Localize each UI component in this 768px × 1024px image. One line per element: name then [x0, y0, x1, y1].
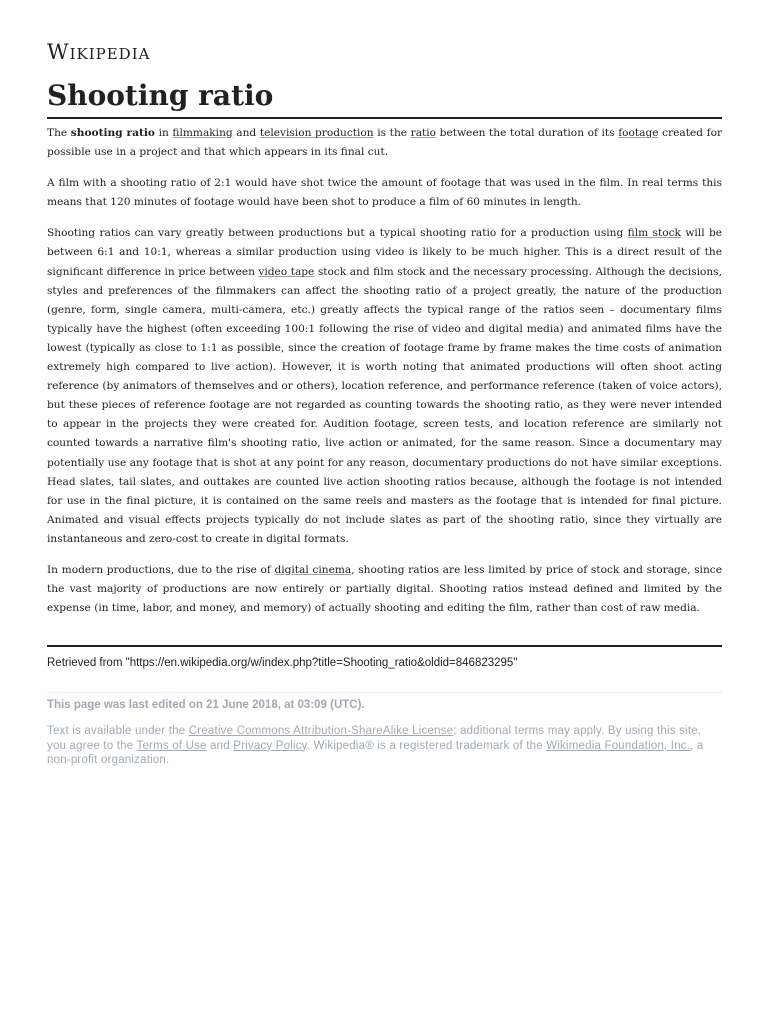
paragraph-2: A film with a shooting ratio of 2:1 would have shot twice the amount of footage that was used in the film. In real terms this means that 120 minutes of footage would have been shot to produce a film of 60 minutes in length. — [47, 177, 722, 209]
text: will be between 6:1 and 10:1, whereas a similar production using video is likely to be much higher. This is a direct result of the significant difference in price between — [47, 227, 723, 278]
footer-divider — [47, 692, 722, 693]
text: Text is available under the — [47, 725, 189, 737]
wikipedia-wordmark[interactable]: Wikipedia — [47, 40, 151, 64]
link-digital-cinema[interactable]: digital cinema — [274, 563, 352, 576]
text: and — [232, 127, 260, 139]
text: Retrieved from " — [47, 657, 130, 669]
text: between the total duration of its — [436, 127, 619, 139]
text: is the — [373, 127, 411, 139]
retrieved-from — [47, 645, 722, 669]
text: " — [513, 657, 518, 669]
page-title: Shooting ratio — [47, 76, 722, 119]
text: ; additional terms may apply. By using this site, you agree to the — [47, 725, 702, 752]
link-filmmaking[interactable]: filmmaking — [172, 127, 233, 139]
paragraph-1 — [47, 124, 722, 162]
text: in — [154, 127, 173, 139]
link-television-production[interactable]: television production — [259, 127, 374, 139]
paragraph-4 — [47, 561, 722, 618]
link-cc-license[interactable]: Creative Commons Attribution-ShareAlike License — [188, 725, 454, 737]
article-body — [47, 124, 722, 630]
text: , a non-profit organization. — [47, 739, 704, 766]
text: Shooting ratios can vary greatly between productions but a typical shooting ratio for a production using — [47, 227, 628, 240]
paragraph-3 — [47, 224, 722, 549]
text: created for possible use in a project and that which appears in its final cut. — [47, 127, 723, 159]
link-video-tape[interactable]: video tape — [258, 265, 315, 278]
bold-term: shooting ratio — [70, 127, 155, 139]
text: In modern productions, due to the rise of — [47, 563, 275, 576]
link-terms-of-use[interactable]: Terms of Use — [136, 739, 207, 752]
retrieved-url-link[interactable]: https://en.wikipedia.org/w/index.php?title=Shooting_ratio&oldid=846823295 — [129, 657, 514, 669]
text: . Wikipedia® is a registered trademark of the — [306, 739, 547, 752]
link-privacy-policy[interactable]: Privacy Policy — [233, 739, 307, 752]
link-wikimedia-foundation[interactable]: Wikimedia Foundation, Inc. — [546, 739, 691, 752]
last-edited-notice: This page was last edited on 21 June 2018, at 03:09 (UTC). — [47, 699, 365, 711]
text: and — [206, 739, 234, 752]
text: stock and film stock and the necessary processing. Although the decisions, styles and preferences of the filmmakers can affect the shooting ratio of a project greatly, the nature of the production (genre, form, single camera, multi-camera, etc.) greatly affects the typical range of the ratios seen – documentary films typically have the highest (often exceeding 100:1 following the rise of video and digital media) and animated films have the lowest (typically as close to 1:1 as possible, since the creation of footage frame by frame makes the time costs of animation extremely high compared to live action). However, it is worth noting that animated productions will often shoot acting reference (by animators of themselves and or others), location reference, and performance reference (taken of voice actors), but these pieces of reference footage are not regarded as counting towards the shooting ratio, as they were never intended to appear in the projects they were created for. Audition footage, screen tests, and location reference are similarly not counted towards a narrative film's shooting ratio, live action or animated, for the same reason. Since a documentary may potentially use any footage that is shot at any point for any reason, documentary productions do not have similar exceptions. Head slates, tail slates, and outtakes are counted live action shooting ratios because, although the footage is not intended for use in the final picture, it is contained on the same reels and masters as the footage that is intended for final picture. Animated and visual effects projects typically do not include slates as part of the shooting ratio, since they virtually are instantaneous and zero-cost to create in digital formats. — [47, 265, 722, 545]
text: , shooting ratios are less limited by price of stock and storage, since the vast majority of productions are now entirely or partially digital. Shooting ratios instead defined and limited by the expense (in time, labor, and money, and memory) of actually shooting and editing the film, rather than cost of raw media. — [47, 563, 722, 615]
link-ratio[interactable]: ratio — [410, 127, 437, 139]
link-footage[interactable]: footage — [618, 127, 659, 139]
link-film-stock[interactable]: film stock — [627, 227, 681, 240]
license-notice — [47, 724, 722, 768]
text: The — [47, 127, 71, 139]
